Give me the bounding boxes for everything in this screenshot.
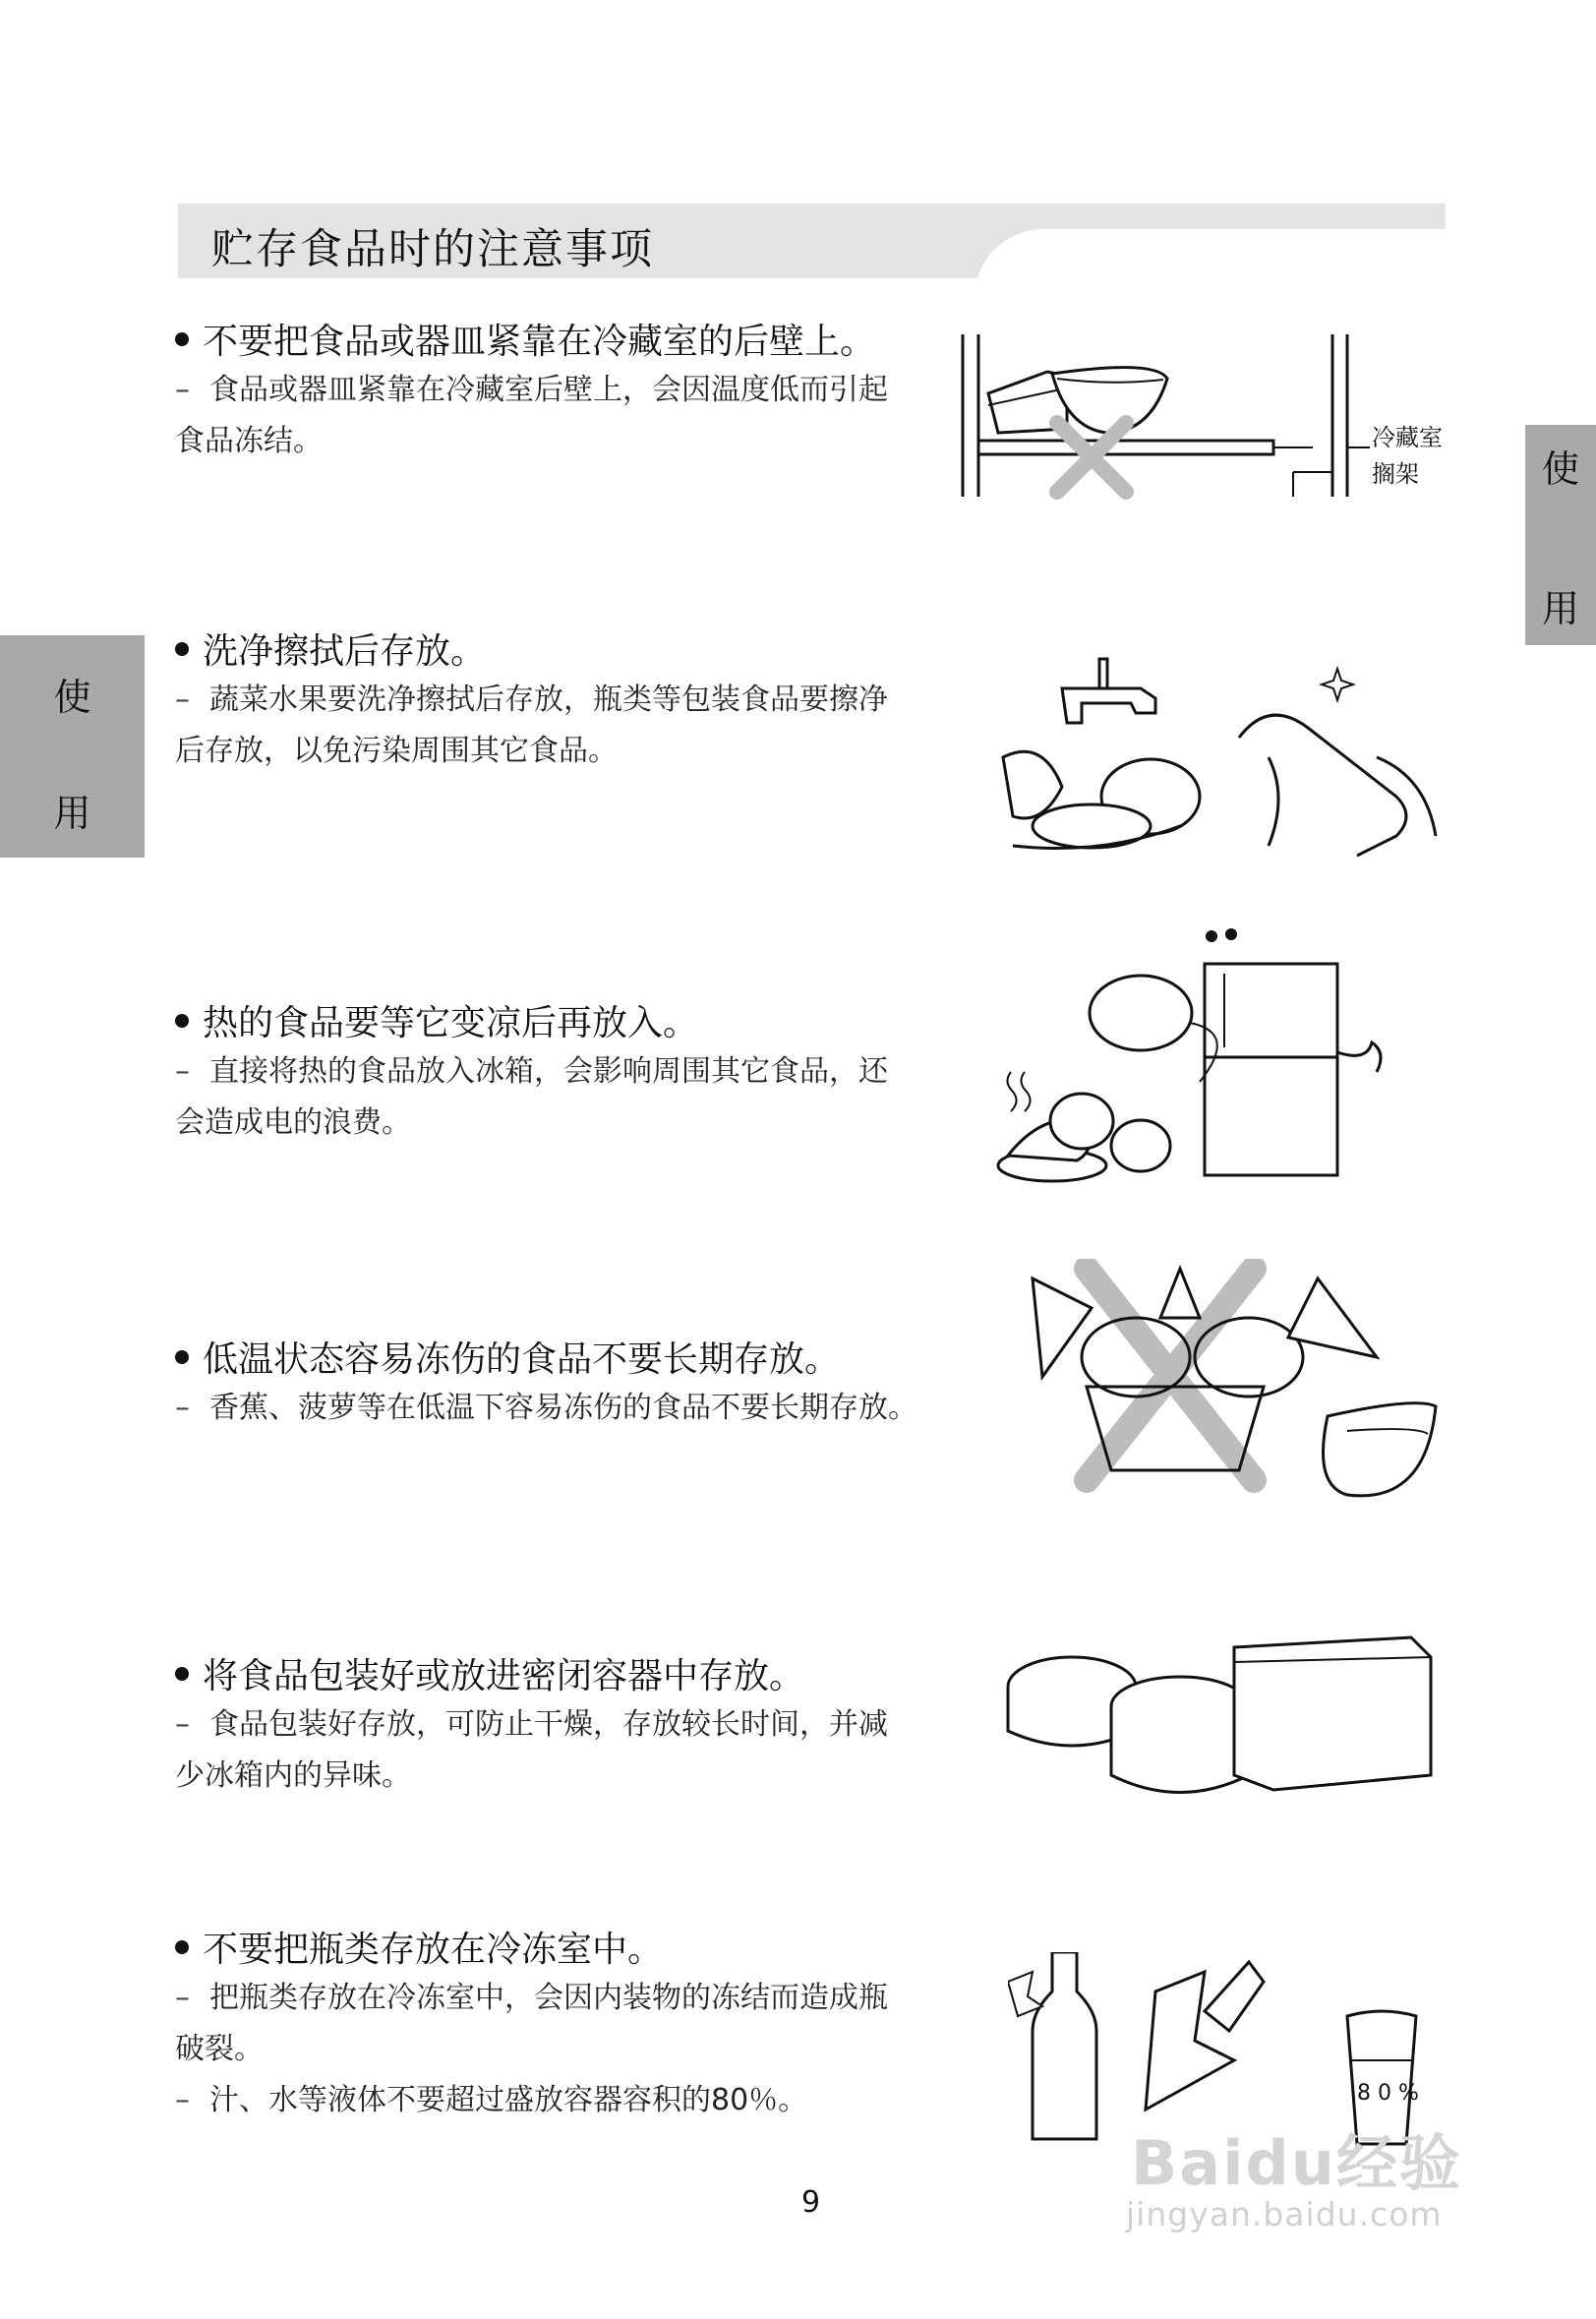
section-text: – 蔬菜水果要洗净擦拭后存放，瓶类等包装食品要擦净 <box>175 683 888 717</box>
fruit-basket-illustration <box>1003 1259 1446 1515</box>
section-heading: 热的食品要等它变凉后再放入。 <box>175 1001 962 1046</box>
callout-label: 搁架 <box>1372 460 1419 488</box>
section-heading: 不要把食品或器皿紧靠在冷藏室的后壁上。 <box>175 320 962 365</box>
containers-illustration <box>998 1628 1441 1814</box>
hot-food-fridge-illustration <box>983 915 1406 1190</box>
section-cold-sensitive <box>175 1338 962 1434</box>
section-text: – 直接将热的食品放入冰箱，会影响周围其它食品，还 <box>175 1054 888 1089</box>
side-tab-char: 使 <box>1541 447 1579 491</box>
side-tab-left <box>0 635 145 858</box>
section-sealed-container <box>175 1654 962 1802</box>
section-bottles <box>175 1928 962 2126</box>
section-text: – 食品包装好存放，可防止干燥，存放较长时间，并减 <box>175 1707 888 1742</box>
callout-label: 冷藏室 <box>1372 424 1443 451</box>
section-heading: 低温状态容易冻伤的食品不要长期存放。 <box>175 1338 962 1383</box>
section-heading: 洗净擦拭后存放。 <box>175 629 962 675</box>
section-text: 后存放，以免污染周围其它食品。 <box>175 734 618 768</box>
watermark-url: jingyan.baidu.com <box>1126 2195 1443 2233</box>
page-title: 贮存食品时的注意事项 <box>211 225 654 274</box>
page-number: 9 <box>801 2185 821 2220</box>
fridge-shelf-illustration <box>959 334 1470 506</box>
section-text: – 食品或器皿紧靠在冷藏室后壁上，会因温度低而引起 <box>175 373 888 407</box>
beaker-label: 8 0 % <box>1357 2081 1419 2106</box>
section-text: 破裂。 <box>175 2032 264 2066</box>
section-back-wall <box>175 320 962 467</box>
section-text: – 汁、水等液体不要超过盛放容器容积的80％。 <box>175 2083 808 2117</box>
side-tab-char: 使 <box>53 676 91 719</box>
section-wash <box>175 629 962 777</box>
watermark-brand: Baidu经验 <box>1131 2127 1462 2199</box>
side-tab-char: 用 <box>1541 587 1579 630</box>
section-hot-food <box>175 1001 962 1149</box>
section-heading: 将食品包装好或放进密闭容器中存放。 <box>175 1654 962 1699</box>
section-text: – 香蕉、菠萝等在低温下容易冻伤的食品不要长期存放。 <box>175 1391 917 1425</box>
section-text: 会造成电的浪费。 <box>175 1105 411 1140</box>
side-tab-right <box>1525 425 1596 645</box>
section-text: 食品冻结。 <box>175 424 323 458</box>
side-tab-char: 用 <box>53 792 91 835</box>
washing-illustration <box>983 649 1446 865</box>
section-text: – 把瓶类存放在冷冻室中，会因内装物的冻结而造成瓶 <box>175 1981 888 2015</box>
section-heading: 不要把瓶类存放在冷冻室中。 <box>175 1928 962 1973</box>
section-text: 少冰箱内的异味。 <box>175 1758 411 1793</box>
